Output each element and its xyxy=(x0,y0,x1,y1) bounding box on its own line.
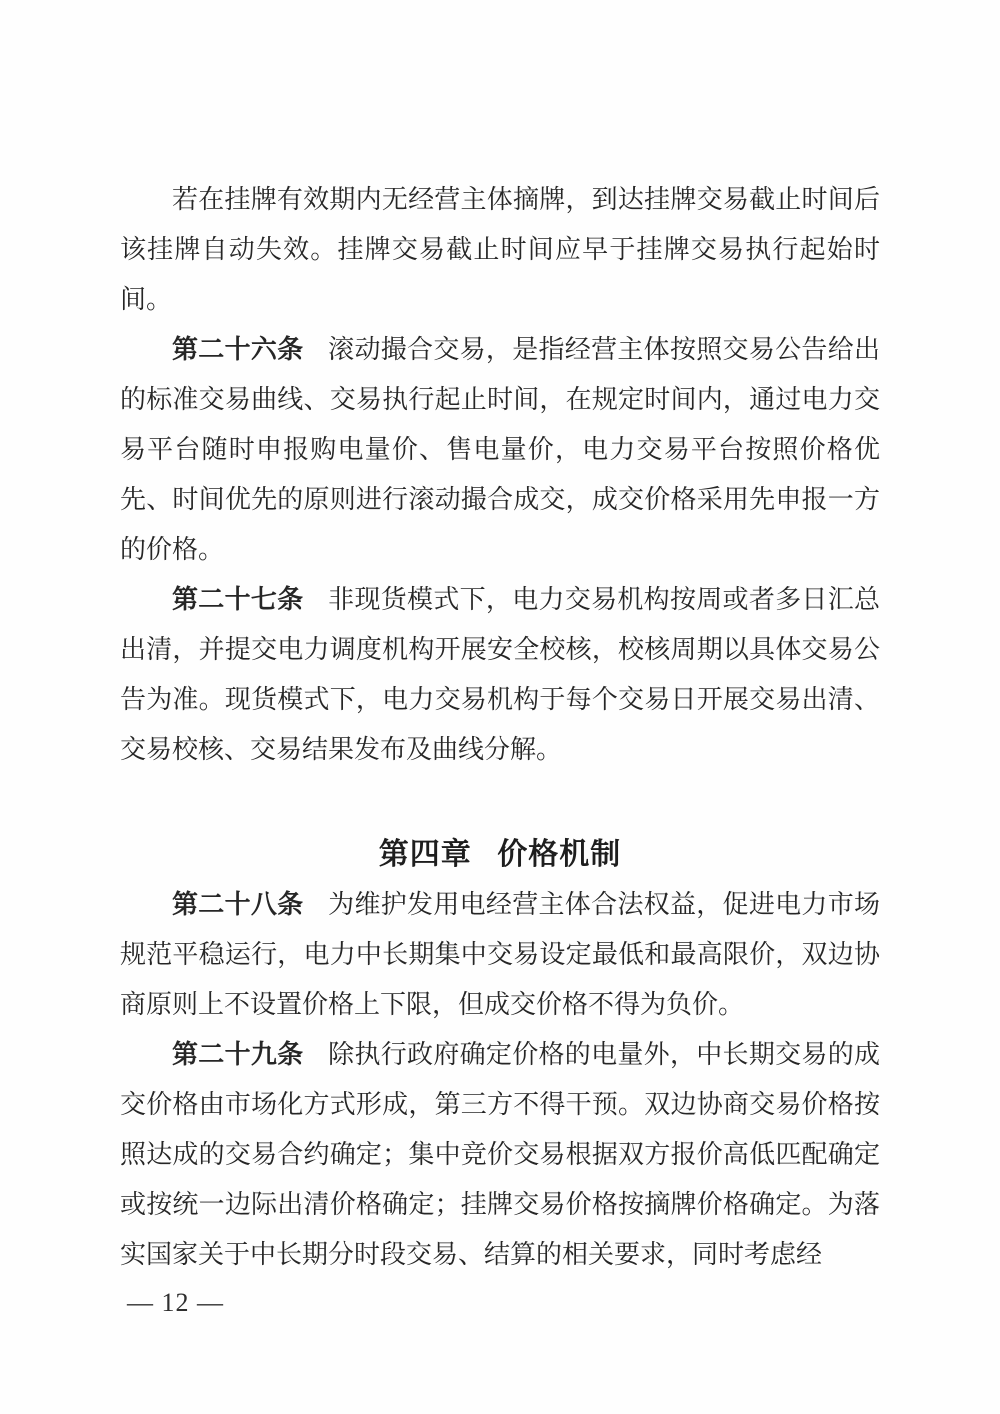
paragraph-text: 若在挂牌有效期内无经营主体摘牌，到达挂牌交易截止时间后该挂牌自动失效。挂牌交易截止时间应早于挂牌交易执行起始时间。 xyxy=(120,185,880,314)
article-number-28: 第二十八条 xyxy=(172,890,304,919)
page-number: — 12 — xyxy=(127,1288,224,1317)
paragraph-text: 为维护发用电经营主体合法权益，促进电力市场规范平稳运行，电力中长期集中交易设定最低和最高限价，双边协商原则上不设置价格上下限，但成交价格不得为负价。 xyxy=(120,890,880,1019)
paragraph-article-29 xyxy=(120,1030,880,1280)
paragraph-article-28 xyxy=(120,880,880,1030)
document-content xyxy=(120,175,880,1321)
article-number-26: 第二十六条 xyxy=(172,335,304,364)
chapter-title: 价格机制 xyxy=(497,838,622,871)
paragraph-text: 除执行政府确定价格的电量外，中长期交易的成交价格由市场化方式形成，第三方不得干预。双边协商交易价格按照达成的交易合约确定；集中竞价交易根据双方报价高低匹配确定或按统一边际出清价格确定；挂牌交易价格按摘牌价格确定。为落实国家关于中长期分时段交易、结算的相关要求，同时考虑经 xyxy=(120,1040,880,1269)
article-number-29: 第二十九条 xyxy=(172,1040,304,1069)
chapter-number: 第四章 xyxy=(378,838,472,871)
paragraph-article-26 xyxy=(120,325,880,575)
paragraph-text: 非现货模式下，电力交易机构按周或者多日汇总出清，并提交电力调度机构开展安全校核，校核周期以具体交易公告为准。现货模式下，电力交易机构于每个交易日开展交易出清、交易校核、交易结果发布及曲线分解。 xyxy=(120,585,880,764)
paragraph-text: 滚动撮合交易，是指经营主体按照交易公告给出的标准交易曲线、交易执行起止时间，在规定时间内，通过电力交易平台随时申报购电量价、售电量价，电力交易平台按照价格优先、时间优先的原则进行滚动撮合成交，成交价格采用先申报一方的价格。 xyxy=(120,335,880,564)
chapter-heading xyxy=(120,830,880,880)
paragraph-article-27 xyxy=(120,575,880,775)
paragraph-continuation xyxy=(120,175,880,325)
article-number-27: 第二十七条 xyxy=(172,585,304,614)
